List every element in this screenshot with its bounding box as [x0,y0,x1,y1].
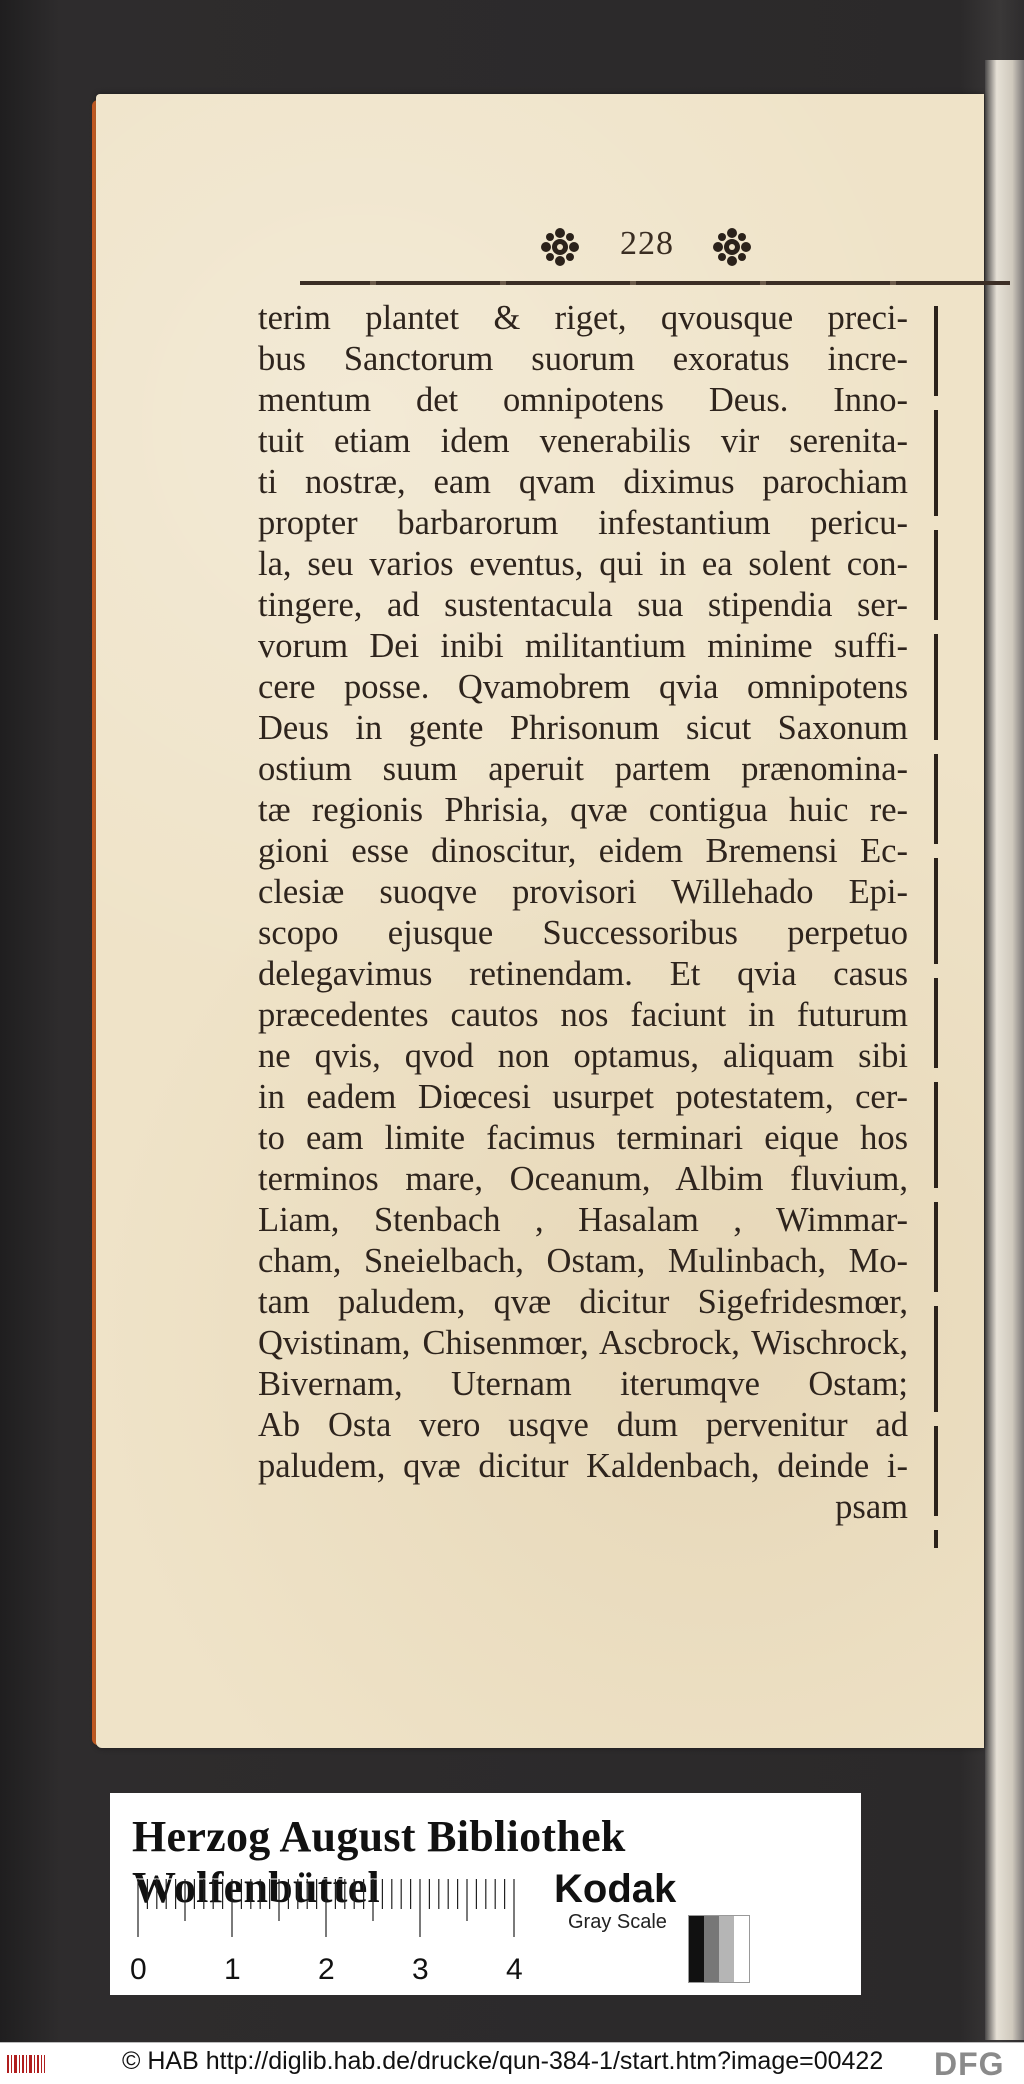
dfg-logo: DFG [934,2046,1005,2082]
ruler-label: 3 [412,1953,429,1986]
text-line: tuit etiam idem venerabilis vir serenita- [258,422,908,460]
footer-bar [0,2042,1024,2084]
page-number: 228 [620,225,674,262]
text-line: Qvistinam, Chisenmœr, Ascbrock, Wischrock, [258,1324,908,1362]
text-line: ne qvis, qvod non optamus, aliquam sibi [258,1037,908,1075]
gray-patch [734,1916,749,1982]
ruler [130,1879,531,1989]
text-line: scopo ejusque Successoribus perpetuo [258,914,908,952]
text-line: paludem, qvæ dicitur Kaldenbach, deinde i- [258,1447,908,1485]
text-line: bus Sanctorum suorum exoratus incre- [258,340,908,378]
rosette-right-icon [712,227,752,267]
text-line: vorum Dei inibi militantium minime suffi- [258,627,908,665]
text-line: terim plantet & riget, qvousque preci- [258,299,908,337]
text-line: la, seu varios eventus, qui in ea solent con- [258,545,908,583]
text-line: Deus in gente Phrisonum sicut Saxonum [258,709,908,747]
rosette-left-icon [540,227,580,267]
catchword: psam [835,1488,908,1526]
text-line: gioni esse dinoscitur, eidem Bremensi Ec- [258,832,908,870]
library-name: Herzog August Bibliothek Wolfenbüttel [132,1812,626,1912]
text-line: cham, Sneielbach, Ostam, Mulinbach, Mo- [258,1242,908,1280]
gray-patch [704,1916,719,1982]
gray-scale-label: Gray Scale [568,1911,667,1933]
copyright-url[interactable]: © HAB http://diglib.hab.de/drucke/qun-384-1/start.htm?image=00422 [122,2047,884,2075]
gray-patch [689,1916,704,1982]
text-line: Bivernam, Uternam iterumqve Ostam; [258,1365,908,1403]
text-line: Liam, Stenbach , Hasalam , Wimmar- [258,1201,908,1239]
header-rule [300,281,1010,285]
gray-scale-patches [688,1915,750,1983]
text-line: tam paludem, qvæ dicitur Sigefridesmœr, [258,1283,908,1321]
page-header [540,225,760,269]
archive-label-card [110,1793,861,1995]
ruler-label: 1 [224,1953,241,1986]
text-line: mentum det omnipotens Deus. Inno- [258,381,908,419]
text-line: tæ regionis Phrisia, qvæ contigua huic re- [258,791,908,829]
text-line: tingere, ad sustentacula sua stipendia ser- [258,586,908,624]
kodak-logo: Kodak [554,1867,677,1911]
text-line: ostium suum aperuit partem prænomina- [258,750,908,788]
text-line: terminos mare, Oceanum, Albim fluvium, [258,1160,908,1198]
gray-patch [719,1916,734,1982]
ruler-label: 2 [318,1953,335,1986]
text-line: præcedentes cautos nos faciunt in futurum [258,996,908,1034]
text-line: cere posse. Qvamobrem qvia omnipotens [258,668,908,706]
text-line: in eadem Diœcesi usurpet potestatem, cer- [258,1078,908,1116]
ruler-label: 4 [506,1953,523,1986]
text-line: clesiæ suoqve provisori Willehado Epi- [258,873,908,911]
margin-rule [934,306,938,1548]
barcode-icon [6,2053,46,2075]
adjacent-page-edge [985,60,1024,2040]
text-line: propter barbarorum infestantium pericu- [258,504,908,542]
text-line: ti nostræ, eam qvam diximus parochiam [258,463,908,501]
text-line: delegavimus retinendam. Et qvia casus [258,955,908,993]
text-line: to eam limite facimus terminari eique hos [258,1119,908,1157]
text-line: Ab Osta vero usqve dum pervenitur ad [258,1406,908,1444]
ruler-label: 0 [130,1953,147,1986]
